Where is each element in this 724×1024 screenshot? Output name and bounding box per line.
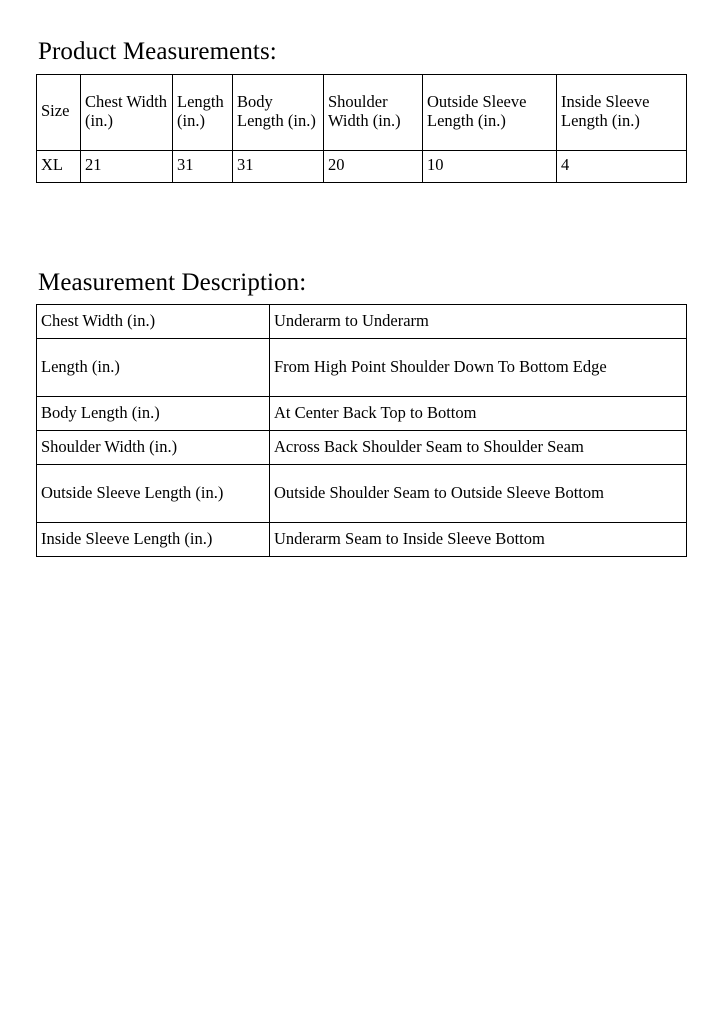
column-header-size: Size [37, 74, 81, 150]
term-length: Length (in.) [37, 339, 270, 397]
definition-length: From High Point Shoulder Down To Bottom Edge [270, 339, 687, 397]
table-row [37, 339, 687, 397]
definition-body-length: At Center Back Top to Bottom [270, 397, 687, 431]
cell-chest-width: 21 [81, 150, 173, 182]
term-chest-width: Chest Width (in.) [37, 305, 270, 339]
column-header-inside-sleeve-length: Inside Sleeve Length (in.) [557, 74, 687, 150]
term-inside-sleeve-length: Inside Sleeve Length (in.) [37, 523, 270, 557]
definition-outside-sleeve-length: Outside Shoulder Seam to Outside Sleeve Bottom [270, 465, 687, 523]
column-header-outside-sleeve-length: Outside Sleeve Length (in.) [423, 74, 557, 150]
column-header-length: Length (in.) [173, 74, 233, 150]
cell-inside-sleeve-length: 4 [557, 150, 687, 182]
term-shoulder-width: Shoulder Width (in.) [37, 431, 270, 465]
column-header-shoulder-width: Shoulder Width (in.) [324, 74, 423, 150]
cell-size: XL [37, 150, 81, 182]
table-row [37, 305, 687, 339]
table-row [37, 431, 687, 465]
definition-shoulder-width: Across Back Shoulder Seam to Shoulder Seam [270, 431, 687, 465]
definition-chest-width: Underarm to Underarm [270, 305, 687, 339]
term-body-length: Body Length (in.) [37, 397, 270, 431]
table-header-row [37, 74, 687, 150]
term-outside-sleeve-length: Outside Sleeve Length (in.) [37, 465, 270, 523]
cell-length: 31 [173, 150, 233, 182]
section-spacer [36, 183, 688, 269]
cell-outside-sleeve-length: 10 [423, 150, 557, 182]
table-row [37, 465, 687, 523]
column-header-body-length: Body Length (in.) [233, 74, 324, 150]
cell-shoulder-width: 20 [324, 150, 423, 182]
table-row [37, 523, 687, 557]
table-row [37, 150, 687, 182]
product-measurements-table [36, 74, 687, 183]
definition-inside-sleeve-length: Underarm Seam to Inside Sleeve Bottom [270, 523, 687, 557]
table-row [37, 397, 687, 431]
measurement-description-title: Measurement Description: [38, 268, 307, 296]
cell-body-length: 31 [233, 150, 324, 182]
measurement-description-table [36, 304, 687, 557]
column-header-chest-width: Chest Width (in.) [81, 74, 173, 150]
product-measurements-title: Product Measurements: [38, 38, 277, 65]
